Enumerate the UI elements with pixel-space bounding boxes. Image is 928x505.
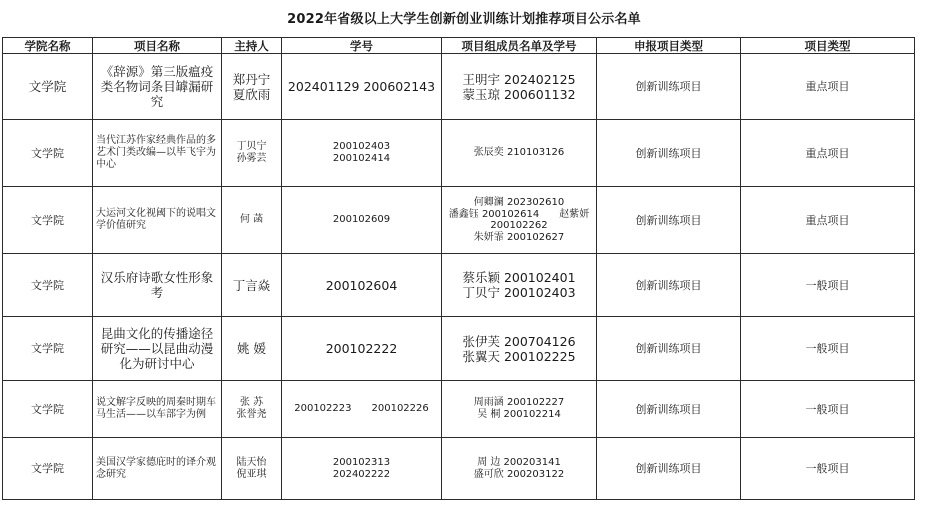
college-cell: 文学院 xyxy=(3,317,93,381)
members-cell xyxy=(442,381,597,438)
member-entry: 潘鑫钰 200102614 赵紫妍 xyxy=(448,208,590,220)
member-entry: 周雨涵 200102227 xyxy=(473,397,565,408)
apply-type-cell: 创新训练项目 xyxy=(597,254,741,317)
project-cell: 《辞源》第三版瘟疫类名物词条目罅漏研究 xyxy=(93,54,222,120)
project-cell: 当代江苏作家经典作品的多艺术门类改编—以毕飞宇为中心 xyxy=(93,120,222,187)
member-entry: 200102262 xyxy=(490,220,548,231)
project-type-cell: 一般项目 xyxy=(741,254,915,317)
student-id-cell xyxy=(282,120,442,187)
student-id-cell xyxy=(282,54,442,120)
leader-name: 孙雾芸 xyxy=(236,153,267,164)
header-apply-type: 申报项目类型 xyxy=(597,38,741,54)
leader-name: 张誉尧 xyxy=(236,409,267,420)
header-college: 学院名称 xyxy=(3,38,93,54)
member-entry: 吴 桐 200102214 xyxy=(477,409,561,420)
student-id: 200102222 xyxy=(325,341,398,356)
leader-name: 陆天怡 xyxy=(236,456,267,468)
apply-type-cell: 创新训练项目 xyxy=(597,187,741,254)
student-id: 200102609 xyxy=(332,214,391,225)
members-cell xyxy=(442,54,597,120)
members-cell xyxy=(442,317,597,381)
table-row xyxy=(3,317,915,381)
college-cell: 文学院 xyxy=(3,438,93,500)
header-row xyxy=(3,38,915,54)
project-type-cell: 一般项目 xyxy=(741,381,915,438)
member-entry: 蒙玉琼 200601132 xyxy=(462,86,576,102)
apply-type-cell: 创新训练项目 xyxy=(597,120,741,187)
project-cell: 汉乐府诗歌女性形象考 xyxy=(93,254,222,317)
leader-cell xyxy=(222,254,282,317)
project-type-cell: 重点项目 xyxy=(741,187,915,254)
member-entry: 张翼天 200102225 xyxy=(462,348,576,364)
project-type-cell: 一般项目 xyxy=(741,317,915,381)
header-project: 项目名称 xyxy=(93,38,222,54)
student-id: 200102403 xyxy=(332,141,391,152)
student-id-cell xyxy=(282,317,442,381)
table-row xyxy=(3,254,915,317)
members-cell xyxy=(442,438,597,500)
member-entry: 盛可欣 200203122 xyxy=(473,468,565,480)
leader-name: 姚 媛 xyxy=(237,341,266,356)
student-id-cell xyxy=(282,381,442,438)
member-entry: 张伊芙 200704126 xyxy=(462,333,576,349)
table-row xyxy=(3,120,915,187)
table-row xyxy=(3,187,915,254)
college-cell: 文学院 xyxy=(3,54,93,120)
header-student-id: 学号 xyxy=(282,38,442,54)
apply-type-cell: 创新训练项目 xyxy=(597,54,741,120)
leader-name: 丁贝宁 xyxy=(236,141,267,152)
student-id: 202401129 200602143 xyxy=(287,79,436,94)
table-row xyxy=(3,381,915,438)
leader-cell xyxy=(222,317,282,381)
project-cell: 昆曲文化的传播途径研究——以昆曲动漫化为研讨中心 xyxy=(93,317,222,381)
member-entry: 蔡乐颖 200102401 xyxy=(462,270,576,285)
leader-name: 夏欣雨 xyxy=(232,86,271,102)
page-title: 2022年省级以上大学生创新创业训练计划推荐项目公示名单 xyxy=(287,12,641,27)
members-cell xyxy=(442,120,597,187)
members-cell xyxy=(442,187,597,254)
leader-cell xyxy=(222,187,282,254)
leader-name: 何 菡 xyxy=(239,214,264,225)
leader-cell xyxy=(222,54,282,120)
table-row xyxy=(3,438,915,500)
header-members: 项目组成员名单及学号 xyxy=(442,38,597,54)
leader-name: 丁言焱 xyxy=(232,277,271,293)
leader-name: 郑丹宁 xyxy=(232,71,271,87)
leader-cell xyxy=(222,438,282,500)
student-id-cell xyxy=(282,438,442,500)
leader-cell xyxy=(222,381,282,438)
student-id-cell xyxy=(282,254,442,317)
project-cell: 美国汉学家德庇时的译介观念研究 xyxy=(93,438,222,500)
project-type-cell: 重点项目 xyxy=(741,54,915,120)
apply-type-cell: 创新训练项目 xyxy=(597,317,741,381)
student-id: 200102604 xyxy=(325,277,398,293)
table-row xyxy=(3,54,915,120)
project-type-cell: 重点项目 xyxy=(741,120,915,187)
members-cell xyxy=(442,254,597,317)
apply-type-cell: 创新训练项目 xyxy=(597,381,741,438)
member-entry: 何卿澜 202302610 xyxy=(473,197,565,208)
college-cell: 文学院 xyxy=(3,381,93,438)
member-entry: 周 边 200203141 xyxy=(477,456,561,468)
leader-name: 倪亚琪 xyxy=(236,468,267,480)
college-cell: 文学院 xyxy=(3,254,93,317)
member-entry: 朱妍霏 200102627 xyxy=(473,231,565,243)
college-cell: 文学院 xyxy=(3,120,93,187)
student-id: 200102223 200102226 xyxy=(294,403,429,414)
leader-name: 张 苏 xyxy=(239,397,264,408)
college-cell: 文学院 xyxy=(3,187,93,254)
leader-cell xyxy=(222,120,282,187)
header-leader: 主持人 xyxy=(222,38,282,54)
project-type-cell: 一般项目 xyxy=(741,438,915,500)
apply-type-cell: 创新训练项目 xyxy=(597,438,741,500)
member-entry: 丁贝宁 200102403 xyxy=(462,285,576,300)
header-project-type: 项目类型 xyxy=(741,38,915,54)
member-entry: 张辰奕 210103126 xyxy=(473,147,565,158)
student-id: 200102414 xyxy=(332,153,391,164)
student-id-cell xyxy=(282,187,442,254)
member-entry: 王明宇 202402125 xyxy=(462,71,576,87)
project-cell: 说文解字反映的周秦时期车马生活——以车部字为例 xyxy=(93,381,222,438)
student-id: 200102313 xyxy=(332,456,391,468)
student-id: 202402222 xyxy=(332,468,391,480)
project-table xyxy=(2,37,915,500)
project-cell: 大运河文化视阈下的说唱文学价值研究 xyxy=(93,187,222,254)
